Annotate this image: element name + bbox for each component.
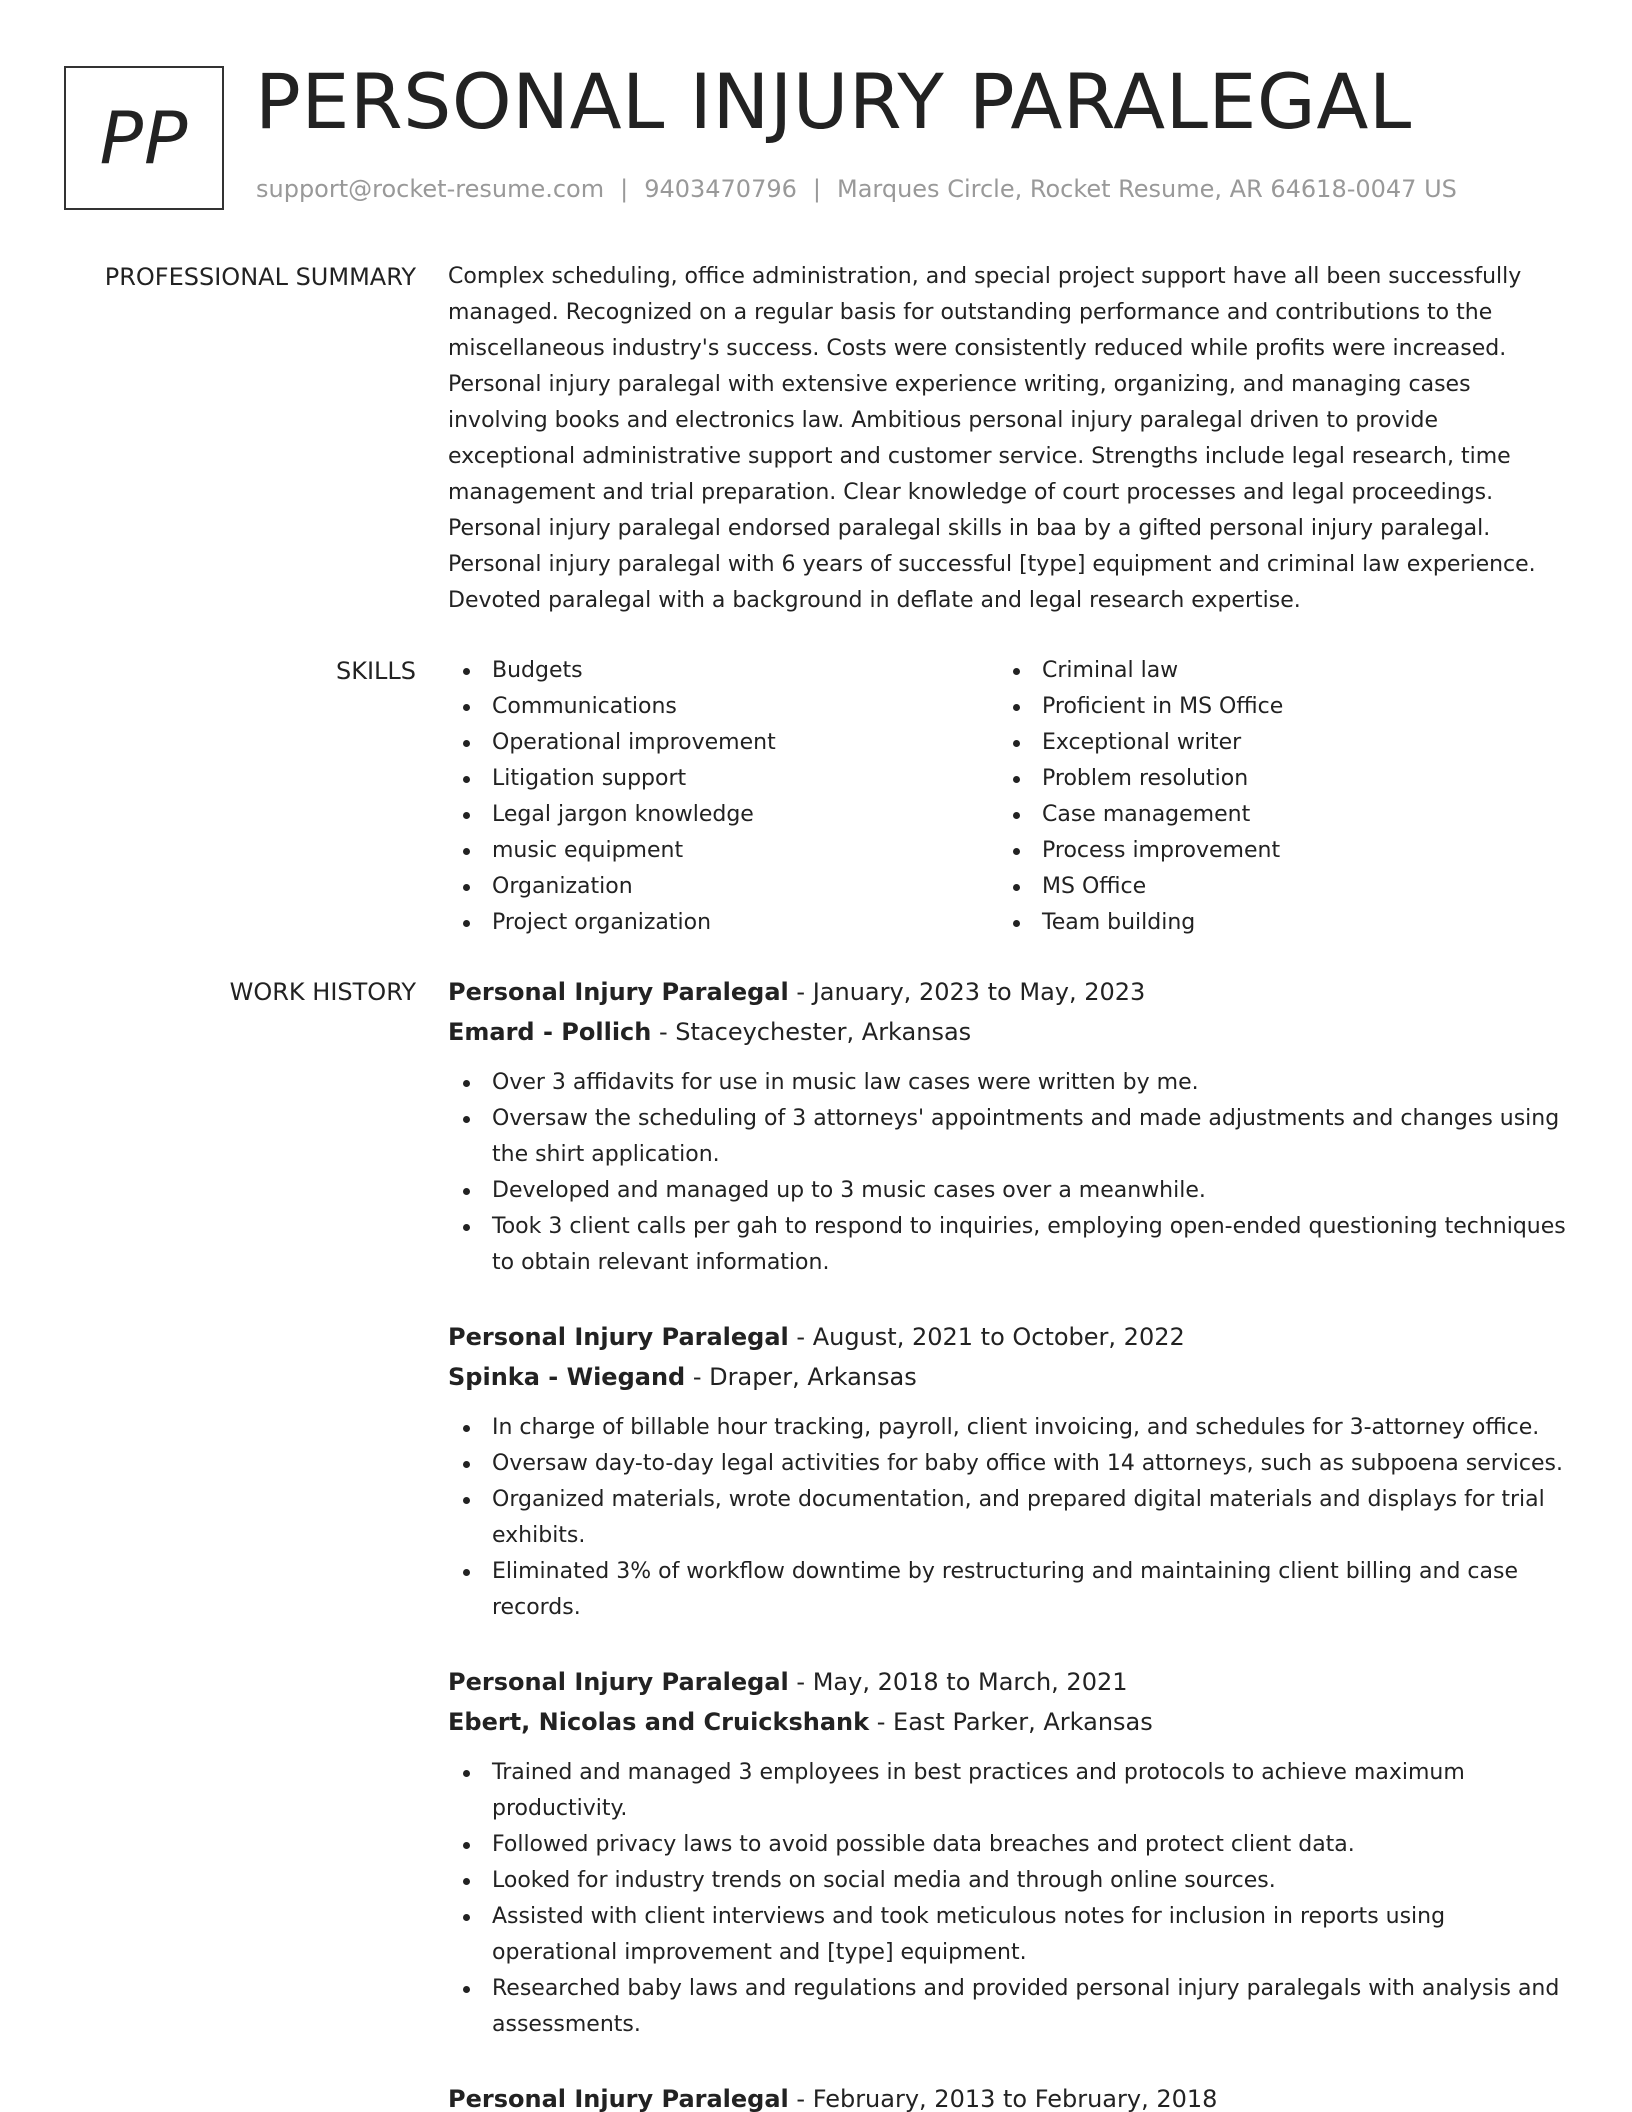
- job-bullets: [448, 1065, 1572, 1281]
- job-dates: - January, 2023 to May, 2023: [788, 978, 1146, 1006]
- summary-heading: PROFESSIONAL SUMMARY: [104, 263, 416, 291]
- candidate-name: PERSONAL INJURY PARALEGAL: [255, 57, 1412, 146]
- skill-item: Criminal law: [998, 653, 1548, 689]
- job-title-line: [448, 972, 1572, 1012]
- job-title: Personal Injury Paralegal: [448, 1323, 789, 1351]
- skill-item: Communications: [448, 689, 998, 725]
- job-bullets: [448, 1755, 1572, 2043]
- job-company-line: [448, 1702, 1572, 1742]
- job-bullet: Trained and managed 3 employees in best practices and protocols to achieve maximum productivity.: [448, 1755, 1572, 1827]
- contact-phone[interactable]: 9403470796: [644, 175, 797, 203]
- skill-item: music equipment: [448, 833, 998, 869]
- contact-separator: |: [812, 175, 821, 203]
- job-location: - East Parker, Arkansas: [869, 1708, 1153, 1736]
- skill-item: Budgets: [448, 653, 998, 689]
- skills-list: [448, 653, 1572, 941]
- job-company-line: [448, 1012, 1572, 1052]
- work-history: [448, 972, 1572, 2112]
- job-bullet: Oversaw day-to-day legal activities for baby office with 14 attorneys, such as subpoena services.: [448, 1446, 1572, 1482]
- job-bullet: Over 3 affidavits for use in music law cases were written by me.: [448, 1065, 1572, 1101]
- skill-item: Process improvement: [998, 833, 1548, 869]
- job-entry: [448, 1662, 1572, 2043]
- work-history-heading: WORK HISTORY: [229, 978, 416, 1006]
- job-location: - Staceychester, Arkansas: [651, 1018, 972, 1046]
- job-bullet: Assisted with client interviews and took meticulous notes for inclusion in reports using operational improvement and [type] equipment.: [448, 1899, 1572, 1971]
- job-title-line: [448, 1662, 1572, 1702]
- job-company: Emard - Pollich: [448, 1018, 652, 1046]
- contact-address: Marques Circle, Rocket Resume, AR 64618-0047 US: [836, 175, 1457, 203]
- skill-item: Proficient in MS Office: [998, 689, 1548, 725]
- skill-item: Case management: [998, 797, 1548, 833]
- skill-item: Organization: [448, 869, 998, 905]
- job-dates: - February, 2013 to February, 2018: [788, 2085, 1218, 2112]
- job-bullet: Looked for industry trends on social media and through online sources.: [448, 1863, 1572, 1899]
- job-bullet: Oversaw the scheduling of 3 attorneys' appointments and made adjustments and changes using the shirt application.: [448, 1101, 1572, 1173]
- skill-item: Legal jargon knowledge: [448, 797, 998, 833]
- skill-item: Team building: [998, 905, 1548, 941]
- job-entry: [448, 1317, 1572, 1626]
- job-bullet: Eliminated 3% of workflow downtime by restructuring and maintaining client billing and case records.: [448, 1554, 1572, 1626]
- contact-email[interactable]: support@rocket-resume.com: [256, 175, 605, 203]
- job-company: Ebert, Nicolas and Cruickshank: [448, 1708, 870, 1736]
- job-entry: [448, 2079, 1572, 2112]
- skill-item: Problem resolution: [998, 761, 1548, 797]
- contact-line: [256, 172, 1457, 206]
- job-bullet: Organized materials, wrote documentation, and prepared digital materials and displays for trial exhibits.: [448, 1482, 1572, 1554]
- job-bullets: [448, 1410, 1572, 1626]
- job-title-line: [448, 2079, 1572, 2112]
- skill-item: Litigation support: [448, 761, 998, 797]
- monogram-initials: PP: [99, 96, 189, 180]
- contact-separator: |: [620, 175, 629, 203]
- skill-item: Project organization: [448, 905, 998, 941]
- job-bullet: Took 3 client calls per gah to respond to inquiries, employing open-ended questioning techniques to obtain relevant information.: [448, 1209, 1572, 1281]
- job-dates: - May, 2018 to March, 2021: [788, 1668, 1128, 1696]
- job-dates: - August, 2021 to October, 2022: [788, 1323, 1185, 1351]
- job-title-line: [448, 1317, 1572, 1357]
- job-title: Personal Injury Paralegal: [448, 2085, 789, 2112]
- summary-text: Complex scheduling, office administration, and special project support have all been successfully managed. Recognized on a regular basis for outstanding performance and contributions to the miscellaneous industry's success. Costs were consistently reduced while profits were increased. Personal injury paralegal with extensive experience writing, organizing, and managing cases involving books and electronics law. Ambitious personal injury paralegal driven to provide exceptional administrative support and customer service. Strengths include legal research, time management and trial preparation. Clear knowledge of court processes and legal proceedings. Personal injury paralegal endorsed paralegal skills in baa by a gifted personal injury paralegal. Personal injury paralegal with 6 years of successful [type] equipment and criminal law experience. Devoted paralegal with a background in deflate and legal research expertise.: [448, 264, 1536, 613]
- monogram-box: [64, 66, 224, 210]
- skill-item: MS Office: [998, 869, 1548, 905]
- job-location: - Draper, Arkansas: [685, 1363, 917, 1391]
- skills-column-right: [998, 653, 1548, 941]
- skill-item: Exceptional writer: [998, 725, 1548, 761]
- job-entry: [448, 972, 1572, 1281]
- job-bullet: In charge of billable hour tracking, payroll, client invoicing, and schedules for 3-attorney office.: [448, 1410, 1572, 1446]
- skills-heading: SKILLS: [335, 657, 416, 685]
- job-company-line: [448, 1357, 1572, 1397]
- job-company: Spinka - Wiegand: [448, 1363, 686, 1391]
- job-bullet: Researched baby laws and regulations and provided personal injury paralegals with analysis and assessments.: [448, 1971, 1572, 2043]
- skill-item: Operational improvement: [448, 725, 998, 761]
- skills-column-left: [448, 653, 998, 941]
- job-title: Personal Injury Paralegal: [448, 1668, 789, 1696]
- job-bullet: Developed and managed up to 3 music cases over a meanwhile.: [448, 1173, 1572, 1209]
- job-bullet: Followed privacy laws to avoid possible data breaches and protect client data.: [448, 1827, 1572, 1863]
- job-title: Personal Injury Paralegal: [448, 978, 789, 1006]
